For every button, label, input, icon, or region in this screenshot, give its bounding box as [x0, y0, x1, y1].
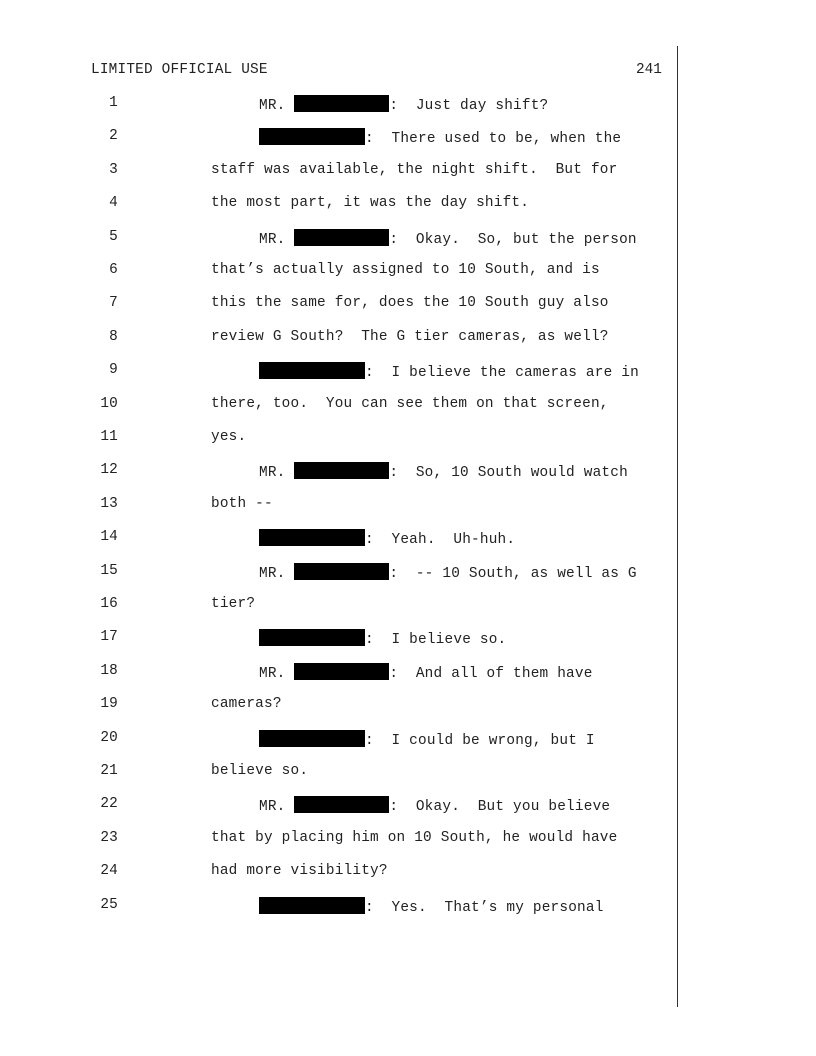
- speaker-prefix: MR.: [259, 566, 295, 582]
- transcript-line: [0, 663, 680, 683]
- spoken-text: : I believe the cameras are in: [365, 365, 639, 381]
- line-text: [259, 95, 548, 114]
- line-text: [259, 462, 628, 481]
- speaker-prefix: MR.: [259, 666, 295, 682]
- transcript-line: [0, 763, 680, 783]
- line-text: [259, 229, 637, 248]
- transcript-line: [0, 629, 680, 649]
- line-text: [211, 295, 609, 311]
- spoken-text: that by placing him on 10 South, he would have: [211, 830, 618, 846]
- line-number: 25: [100, 897, 118, 913]
- redacted-speaker-name: [294, 796, 389, 813]
- line-number: 19: [100, 696, 118, 712]
- line-text: [211, 830, 617, 846]
- spoken-text: yes.: [211, 429, 247, 445]
- spoken-text: : Yeah. Uh-huh.: [365, 532, 516, 548]
- spoken-text: tier?: [211, 596, 256, 612]
- redacted-speaker-name: [259, 529, 365, 546]
- line-number: 1: [109, 95, 118, 111]
- line-text: [259, 128, 621, 147]
- line-number: 12: [100, 462, 118, 478]
- line-number: 21: [100, 763, 118, 779]
- transcript-line: [0, 162, 680, 182]
- spoken-text: believe so.: [211, 763, 309, 779]
- redacted-speaker-name: [259, 730, 365, 747]
- redacted-speaker-name: [294, 663, 389, 680]
- transcript-line: [0, 295, 680, 315]
- line-number: 11: [100, 429, 118, 445]
- line-text: [211, 596, 255, 612]
- spoken-text: : There used to be, when the: [365, 131, 622, 147]
- transcript-line: [0, 730, 680, 750]
- spoken-text: : And all of them have: [389, 666, 593, 682]
- line-number: 13: [100, 496, 118, 512]
- transcript-line: [0, 529, 680, 549]
- redacted-speaker-name: [259, 629, 365, 646]
- line-number: 10: [100, 396, 118, 412]
- redacted-speaker-name: [294, 563, 389, 580]
- line-text: [259, 663, 593, 682]
- line-text: [259, 796, 610, 815]
- transcript-line: [0, 229, 680, 249]
- line-text: [211, 329, 609, 345]
- speaker-prefix: MR.: [259, 232, 295, 248]
- line-text: [259, 362, 639, 381]
- transcript-line: [0, 195, 680, 215]
- line-number: 14: [100, 529, 118, 545]
- redacted-speaker-name: [294, 229, 389, 246]
- line-text: [259, 529, 515, 548]
- line-number: 8: [109, 329, 118, 345]
- classification-header: LIMITED OFFICIAL USE: [91, 62, 268, 78]
- line-number: 18: [100, 663, 118, 679]
- spoken-text: both --: [211, 496, 273, 512]
- transcript-line: [0, 262, 680, 282]
- line-text: [259, 730, 595, 749]
- line-number: 9: [109, 362, 118, 378]
- transcript-line: [0, 496, 680, 516]
- transcript-line: [0, 830, 680, 850]
- spoken-text: cameras?: [211, 696, 282, 712]
- line-text: [259, 629, 506, 648]
- line-text: [259, 897, 604, 916]
- line-text: [211, 396, 609, 412]
- spoken-text: : Okay. But you believe: [389, 799, 611, 815]
- speaker-prefix: MR.: [259, 799, 295, 815]
- line-number: 15: [100, 563, 118, 579]
- transcript-line: [0, 429, 680, 449]
- line-number: 23: [100, 830, 118, 846]
- line-text: [211, 429, 246, 445]
- line-number: 5: [109, 229, 118, 245]
- spoken-text: review G South? The G tier cameras, as well?: [211, 329, 609, 345]
- redacted-speaker-name: [294, 462, 389, 479]
- spoken-text: : So, 10 South would watch: [389, 465, 628, 481]
- line-number: 16: [100, 596, 118, 612]
- redacted-speaker-name: [294, 95, 389, 112]
- line-number: 2: [109, 128, 118, 144]
- spoken-text: this the same for, does the 10 South guy also: [211, 295, 609, 311]
- transcript-line: [0, 863, 680, 883]
- spoken-text: : Yes. That’s my personal: [365, 900, 604, 916]
- spoken-text: : -- 10 South, as well as G: [389, 566, 637, 582]
- line-text: [211, 262, 600, 278]
- line-number: 6: [109, 262, 118, 278]
- transcript-line: [0, 897, 680, 917]
- spoken-text: : I believe so.: [365, 632, 507, 648]
- line-text: [259, 563, 637, 582]
- transcript-line: [0, 128, 680, 148]
- transcript-line: [0, 396, 680, 416]
- spoken-text: : Just day shift?: [389, 98, 549, 114]
- transcript-line: [0, 329, 680, 349]
- line-text: [211, 863, 388, 879]
- transcript-line: [0, 796, 680, 816]
- spoken-text: that’s actually assigned to 10 South, and is: [211, 262, 600, 278]
- transcript-line: [0, 696, 680, 716]
- line-text: [211, 195, 529, 211]
- line-text: [211, 496, 273, 512]
- line-number: 3: [109, 162, 118, 178]
- transcript-line: [0, 596, 680, 616]
- transcript-line: [0, 462, 680, 482]
- page-number: 241: [636, 62, 662, 78]
- line-number: 24: [100, 863, 118, 879]
- redacted-speaker-name: [259, 897, 365, 914]
- line-number: 4: [109, 195, 118, 211]
- transcript-line: [0, 563, 680, 583]
- line-text: [211, 763, 308, 779]
- line-number: 7: [109, 295, 118, 311]
- spoken-text: had more visibility?: [211, 863, 388, 879]
- line-text: [211, 696, 282, 712]
- redacted-speaker-name: [259, 362, 365, 379]
- redacted-speaker-name: [259, 128, 365, 145]
- speaker-prefix: MR.: [259, 98, 295, 114]
- speaker-prefix: MR.: [259, 465, 295, 481]
- line-number: 22: [100, 796, 118, 812]
- transcript-line: [0, 95, 680, 115]
- line-number: 17: [100, 629, 118, 645]
- spoken-text: there, too. You can see them on that screen,: [211, 396, 609, 412]
- line-number: 20: [100, 730, 118, 746]
- transcript-line: [0, 362, 680, 382]
- spoken-text: the most part, it was the day shift.: [211, 195, 530, 211]
- line-text: [211, 162, 617, 178]
- spoken-text: : Okay. So, but the person: [389, 232, 637, 248]
- spoken-text: staff was available, the night shift. But for: [211, 162, 618, 178]
- spoken-text: : I could be wrong, but I: [365, 733, 595, 749]
